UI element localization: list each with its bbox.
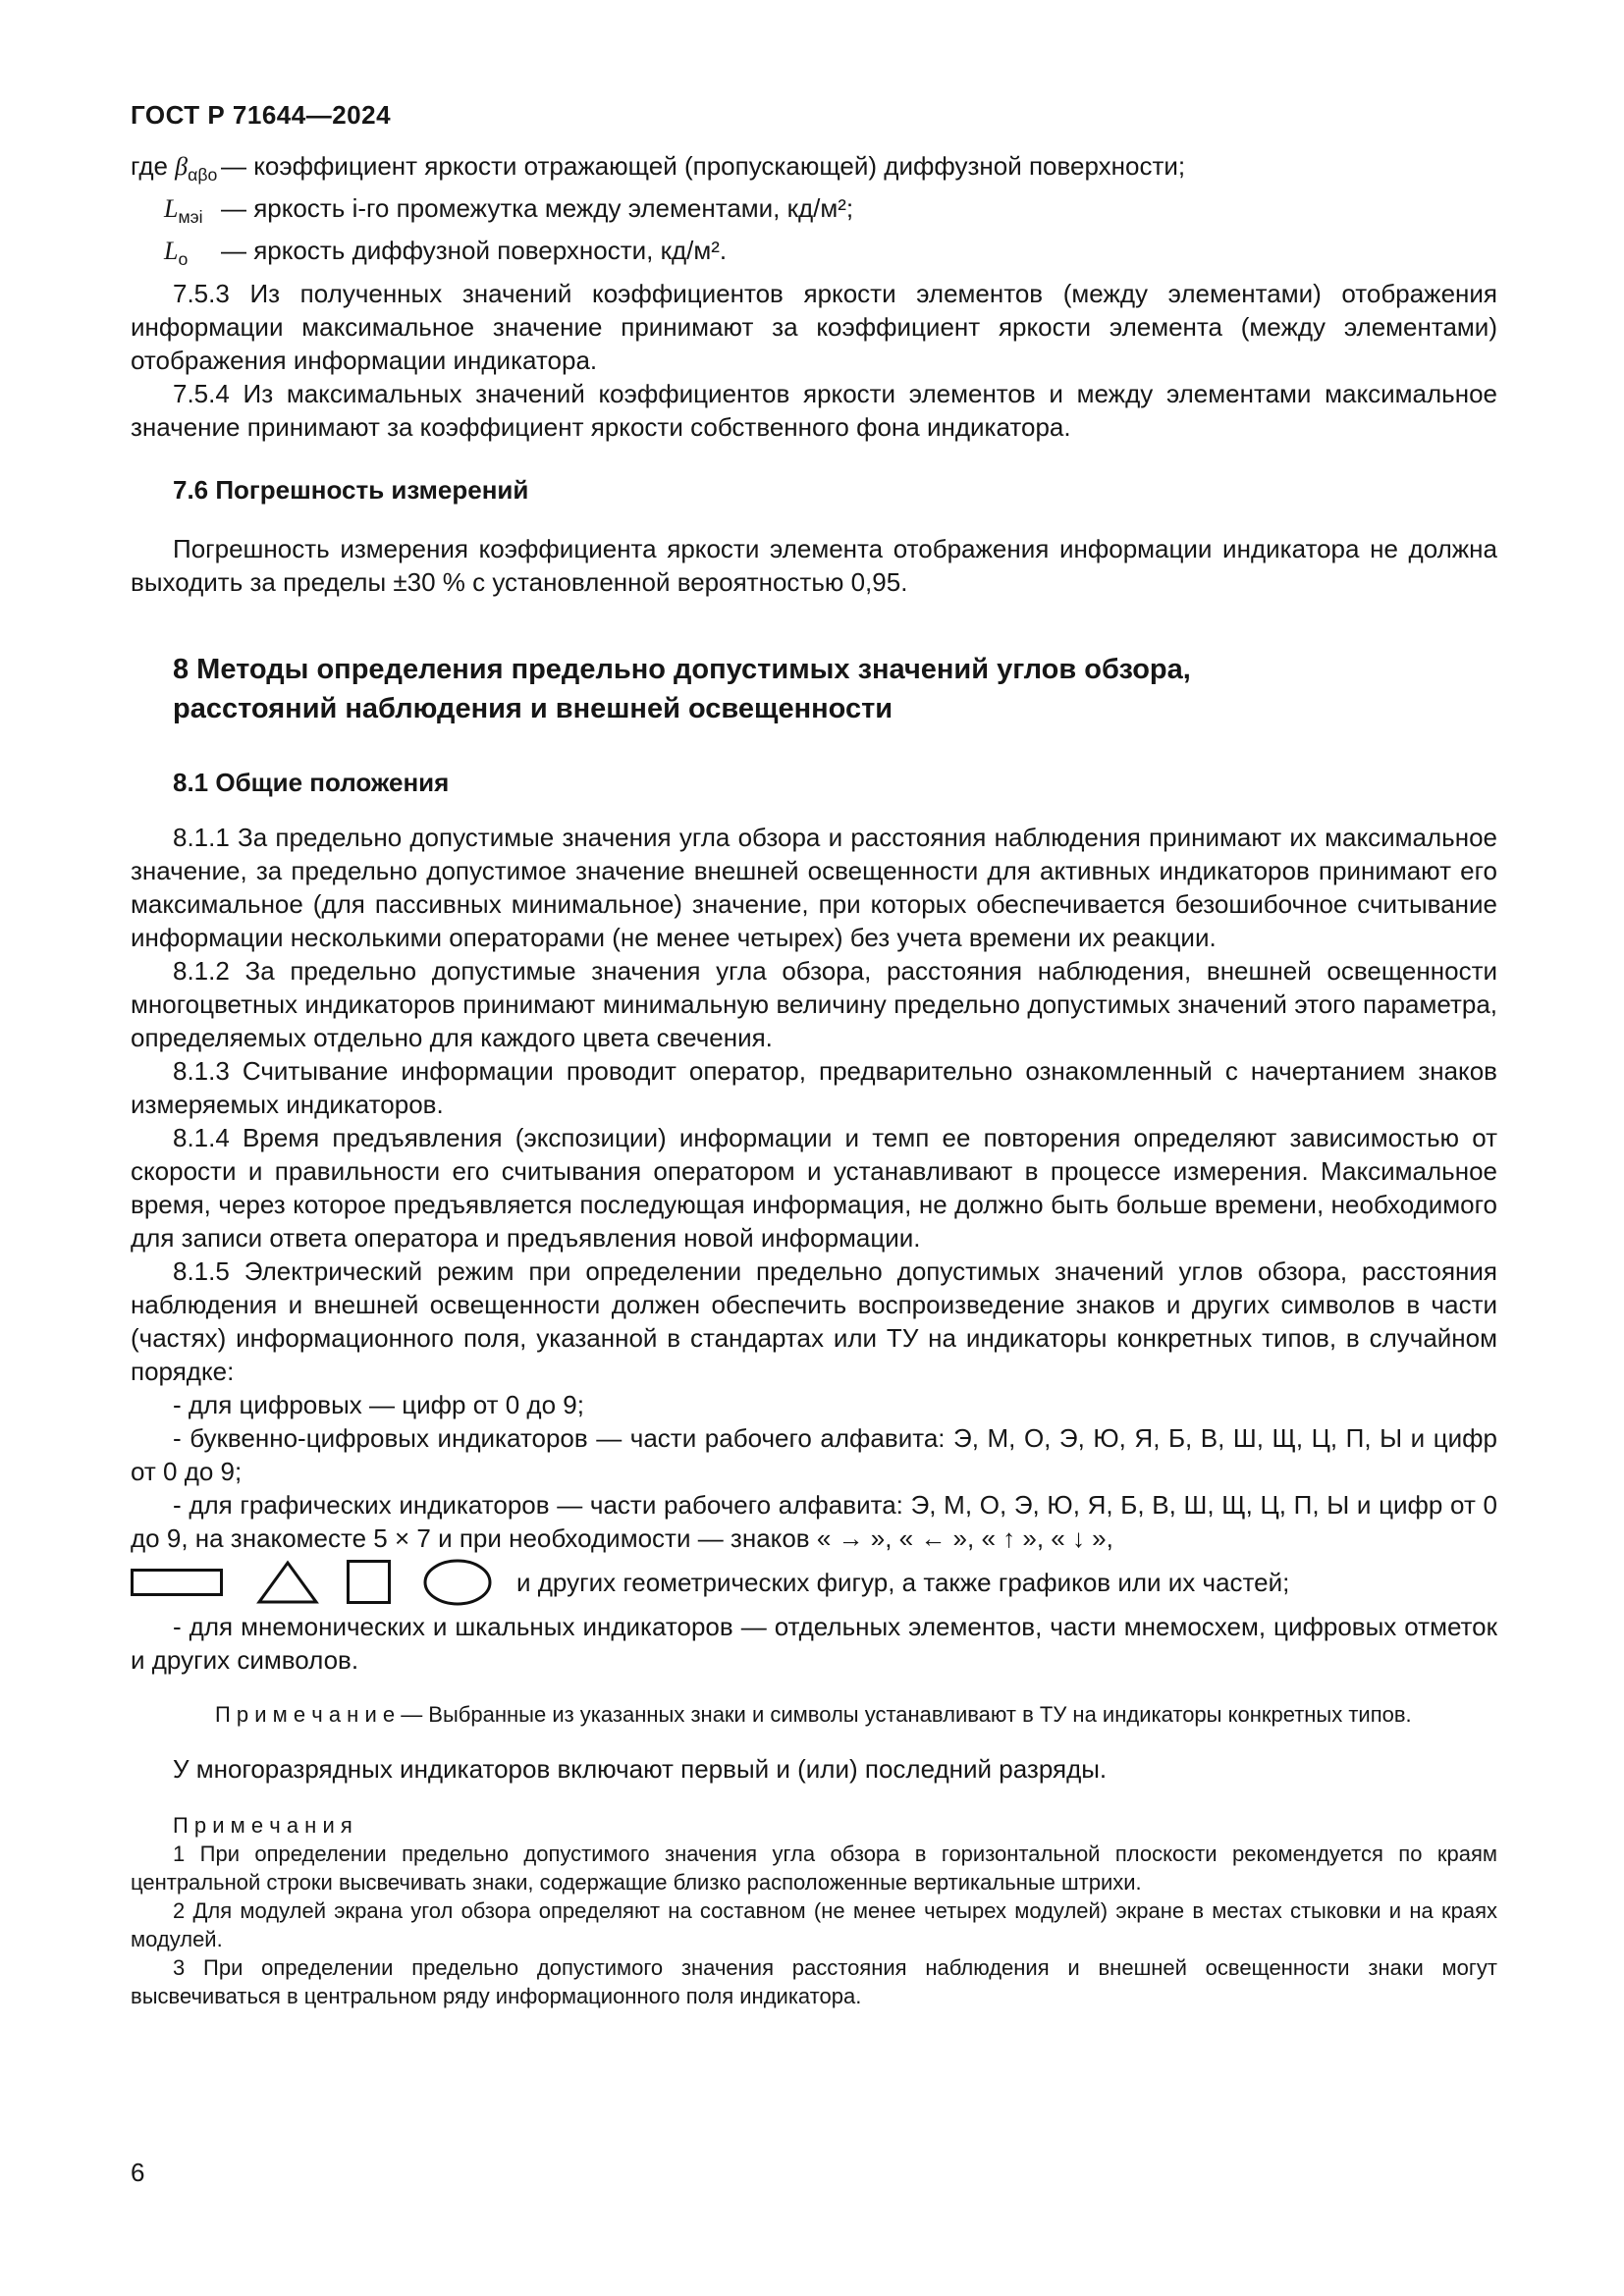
notes-header: П р и м е ч а н и я bbox=[173, 1812, 352, 1838]
definition-line bbox=[131, 234, 1497, 276]
paragraph-multidigit: У многоразрядных индикаторов включают первый и (или) последний разряды. bbox=[173, 1753, 1108, 1784]
definition-line bbox=[131, 191, 1497, 234]
document-code-header: ГОСТ Р 71644—2024 bbox=[131, 100, 392, 130]
list-item-graphic: - для графических индикаторов — части рабочего алфавита: Э, М, О, Э, Ю, Я, Б, В, Ш, Щ, Ц, П, Ы и цифр от 0 до 9, на знакоместе 5 × 7 и при необходимости — знаков « → », « ← », « ↑ », « ↓ », bbox=[131, 1489, 1497, 1553]
definition-text: — яркость диффузной поверхности, кд/м². bbox=[221, 236, 728, 266]
note-item-3: 3 При определении предельно допустимого значения расстояния наблюдения и внешней освещенности знаки могут высвечиваться в центральном ряду информационного поля индикатора. bbox=[131, 1954, 1497, 2008]
page-number: 6 bbox=[131, 2158, 145, 2187]
note-single: П р и м е ч а н и е — Выбранные из указанных знаки и символы устанавливают в ТУ на индикаторы конкретных типов. bbox=[215, 1701, 1412, 1727]
rectangle-icon bbox=[131, 1569, 223, 1596]
note-item-1: 1 При определении предельно допустимого значения угла обзора в горизонтальной плоскости рекомендуется по краям центральной строки высвечивать знаки, содержащие близко расположенные вертикальные штрихи. bbox=[131, 1841, 1497, 1895]
list-item-digital: - для цифровых — цифр от 0 до 9; bbox=[173, 1389, 584, 1419]
paragraph-7-6: Погрешность измерения коэффициента яркости элемента отображения информации индикатора не должна выходить за пределы ±30 % с установленной вероятностью 0,95. bbox=[131, 533, 1497, 597]
list-item-mnemonic: - для мнемонических и шкальных индикаторов — отдельных элементов, части мнемосхем, цифровых отметок и других символов. bbox=[131, 1611, 1497, 1675]
definition-line bbox=[131, 149, 1497, 191]
paragraph-7-5-3: 7.5.3 Из полученных значений коэффициентов яркости элементов (между элементами) отображения информации максимальное значение принимают за коэффициент яркости элемента (между элементами) отображения информации индикатора. bbox=[131, 278, 1497, 375]
definition-subscript: αβо bbox=[188, 165, 218, 186]
geometric-shapes-row bbox=[131, 1557, 1497, 1608]
shapes-caption: и других геометрических фигур, а также графиков или их частей; bbox=[516, 1567, 1290, 1597]
definition-term bbox=[131, 234, 221, 276]
definition-symbol: L bbox=[164, 237, 179, 266]
definition-term bbox=[131, 191, 221, 234]
heading-section-8 bbox=[131, 650, 1497, 728]
square-icon bbox=[347, 1560, 391, 1604]
heading-section-8-line2: расстояний наблюдения и внешней освещенности bbox=[173, 692, 893, 724]
definition-lead: где bbox=[131, 151, 176, 181]
definition-symbol: β bbox=[175, 152, 189, 181]
paragraph-8-1-1: 8.1.1 За предельно допустимые значения угла обзора и расстояния наблюдения принимают их максимальное значение, за предельно допустимое значение внешней освещенности для активных индикаторов принимают его максимальное (для пассивных минимальное) значение, при которых обеспечивается безошибочное считывание информации несколькими операторами (не менее четырех) без учета времени их реакции. bbox=[131, 822, 1497, 952]
heading-section-8-line1: 8 Методы определения предельно допустимых значений углов обзора, bbox=[173, 653, 1191, 685]
heading-7-6: 7.6 Погрешность измерений bbox=[173, 474, 529, 505]
paragraph-8-1-2: 8.1.2 За предельно допустимые значения угла обзора, расстояния наблюдения, внешней освещенности многоцветных индикаторов принимают минимальную величину предельно допустимых значений этого параметра, определяемых отдельно для каждого цвета свечения. bbox=[131, 955, 1497, 1052]
definition-text: — коэффициент яркости отражающей (пропускающей) диффузной поверхности; bbox=[221, 151, 1186, 181]
definition-term bbox=[131, 149, 221, 191]
note-item-2: 2 Для модулей экрана угол обзора определяют на составном (не менее четырех модулей) экране в местах стыковки и на краях модулей. bbox=[131, 1897, 1497, 1951]
paragraph-8-1-3: 8.1.3 Считывание информации проводит оператор, предварительно ознакомленный с начертанием знаков измеряемых индикаторов. bbox=[131, 1055, 1497, 1119]
definition-subscript: мэi bbox=[178, 207, 203, 228]
heading-8-1: 8.1 Общие положения bbox=[173, 767, 450, 797]
definition-subscript: о bbox=[178, 249, 189, 270]
paragraph-7-5-4: 7.5.4 Из максимальных значений коэффициентов яркости элементов и между элементами максимальное значение принимают за коэффициент яркости собственного фона индикатора. bbox=[131, 378, 1497, 442]
paragraph-8-1-4: 8.1.4 Время предъявления (экспозиции) информации и темп ее повторения определяют зависимостью от скорости и правильности его считывания оператором и устанавливают в процессе измерения. Максимальное время, через которое предъявляется последующая информация, не должно быть больше времени, необходимого для записи ответа оператора и предъявления новой информации. bbox=[131, 1122, 1497, 1253]
definition-text: — яркость i-го промежутка между элементами, кд/м²; bbox=[221, 193, 854, 224]
definition-symbol: L bbox=[164, 194, 179, 224]
document-content bbox=[131, 149, 1497, 2010]
triangle-icon bbox=[256, 1560, 319, 1605]
ellipse-icon bbox=[422, 1558, 493, 1607]
list-item-alphanumeric: - буквенно-цифровых индикаторов — части рабочего алфавита: Э, М, О, Э, Ю, Я, Б, В, Ш, Щ, Ц, П, Ы и цифр от 0 до 9; bbox=[131, 1422, 1497, 1486]
paragraph-8-1-5: 8.1.5 Электрический режим при определении предельно допустимых значений углов обзора, расстояния наблюдения и внешней освещенности должен обеспечить воспроизведение знаков и других символов в части (частях) информационного поля, указанной в стандартах или ТУ на индикаторы конкретных типов, в случайном порядке: bbox=[131, 1255, 1497, 1386]
